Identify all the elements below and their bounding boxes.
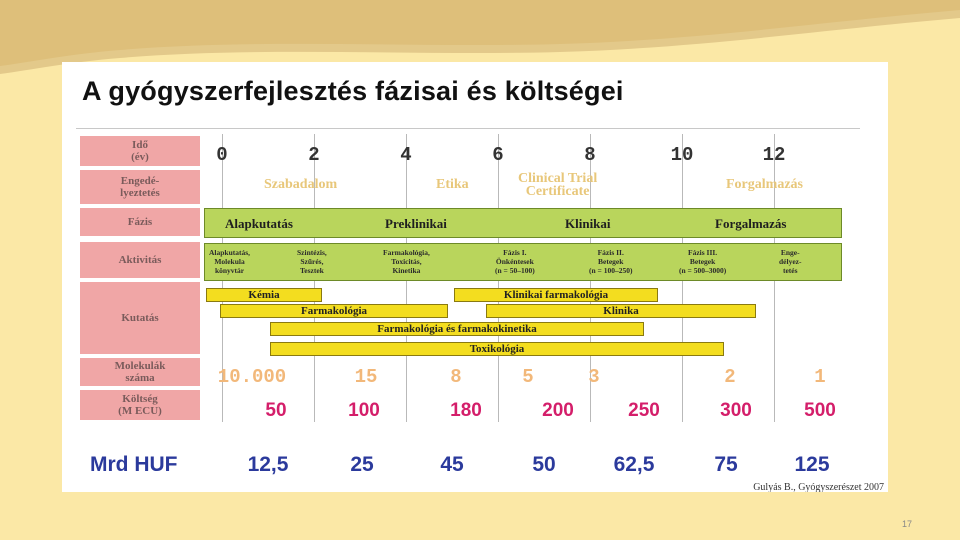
year-tick: 4 xyxy=(400,144,412,166)
bar-pharmacology: Farmakológia xyxy=(220,304,448,318)
activity-item: Farmakológia, Toxicitás, Kinetika xyxy=(383,248,430,275)
cost-value: 300 xyxy=(720,400,752,421)
phase-preclinical: Preklinikai xyxy=(385,216,447,231)
permit-marketing: Forgalmazás xyxy=(726,177,803,192)
activity-item: Szintézis, Szűrés, Tesztek xyxy=(297,248,327,275)
label-research: Kutatás xyxy=(80,282,200,354)
year-tick: 10 xyxy=(670,144,694,166)
label-molecules: Molekulák száma xyxy=(80,358,200,386)
molecule-count: 15 xyxy=(354,366,378,388)
page-title: A gyógyszerfejlesztés fázisai és költségei xyxy=(82,76,624,106)
bar-clinical-pharmacology: Klinikai farmakológia xyxy=(454,288,658,302)
molecule-count: 8 xyxy=(450,366,462,388)
molecule-count: 3 xyxy=(588,366,600,388)
huf-value: 12,5 xyxy=(247,453,289,476)
cost-value: 50 xyxy=(265,400,287,421)
huf-label: Mrd HUF xyxy=(90,453,178,476)
permit-patent: Szabadalom xyxy=(264,177,338,192)
cost-value: 500 xyxy=(804,400,836,421)
huf-value: 75 xyxy=(714,453,738,476)
page-number: 17 xyxy=(902,519,913,529)
huf-value: 125 xyxy=(794,453,830,476)
label-permit: Engedé- lyeztetés xyxy=(80,170,200,204)
huf-value: 50 xyxy=(532,453,556,476)
label-activity: Aktivitás xyxy=(80,242,200,278)
cost-value: 250 xyxy=(628,400,660,421)
activity-bar xyxy=(204,243,842,281)
permit-ctc: Clinical Trial Certificate xyxy=(518,171,598,199)
molecule-count: 5 xyxy=(522,366,534,388)
bar-pharmacology-pharmacokinetics: Farmakológia és farmakokinetika xyxy=(270,322,644,336)
label-time: Idő (év) xyxy=(80,136,200,166)
permit-ethics: Etika xyxy=(436,177,469,192)
cost-value: 100 xyxy=(348,400,380,421)
phase-clinical: Klinikai xyxy=(565,216,611,231)
molecule-count: 2 xyxy=(724,366,736,388)
label-phase: Fázis xyxy=(80,208,200,236)
bar-chemistry: Kémia xyxy=(206,288,322,302)
year-tick: 2 xyxy=(308,144,320,166)
activity-item: Enge- délyez- tetés xyxy=(779,248,802,275)
source-credit: Gulyás B., Gyógyszerészet 2007 xyxy=(753,482,884,492)
year-tick: 12 xyxy=(762,144,786,166)
year-tick: 0 xyxy=(216,144,228,166)
phase-basic-research: Alapkutatás xyxy=(225,216,293,231)
huf-value: 62,5 xyxy=(613,453,655,476)
figure-panel xyxy=(62,62,888,492)
molecule-count: 1 xyxy=(814,366,826,388)
title-divider xyxy=(76,128,860,129)
bar-clinic: Klinika xyxy=(486,304,756,318)
bar-toxicology: Toxikológia xyxy=(270,342,724,356)
label-cost: Költség (M ECU) xyxy=(80,390,200,420)
phase-marketing: Forgalmazás xyxy=(715,216,787,231)
phase-bar xyxy=(204,208,842,238)
year-tick: 8 xyxy=(584,144,596,166)
huf-value: 45 xyxy=(440,453,464,476)
cost-value: 180 xyxy=(450,400,482,421)
activity-item: Alapkutatás, Molekula könyvtár xyxy=(209,248,251,275)
cost-value: 200 xyxy=(542,400,574,421)
huf-value: 25 xyxy=(350,453,374,476)
year-tick: 6 xyxy=(492,144,504,166)
activity-item: Fázis III. Betegek (n = 500–3000) xyxy=(679,248,727,275)
activity-item: Fázis I. Önkéntesek (n = 50–100) xyxy=(495,248,535,275)
activity-item: Fázis II. Betegek (n = 100–250) xyxy=(589,248,633,275)
molecule-count: 10.000 xyxy=(217,366,287,388)
